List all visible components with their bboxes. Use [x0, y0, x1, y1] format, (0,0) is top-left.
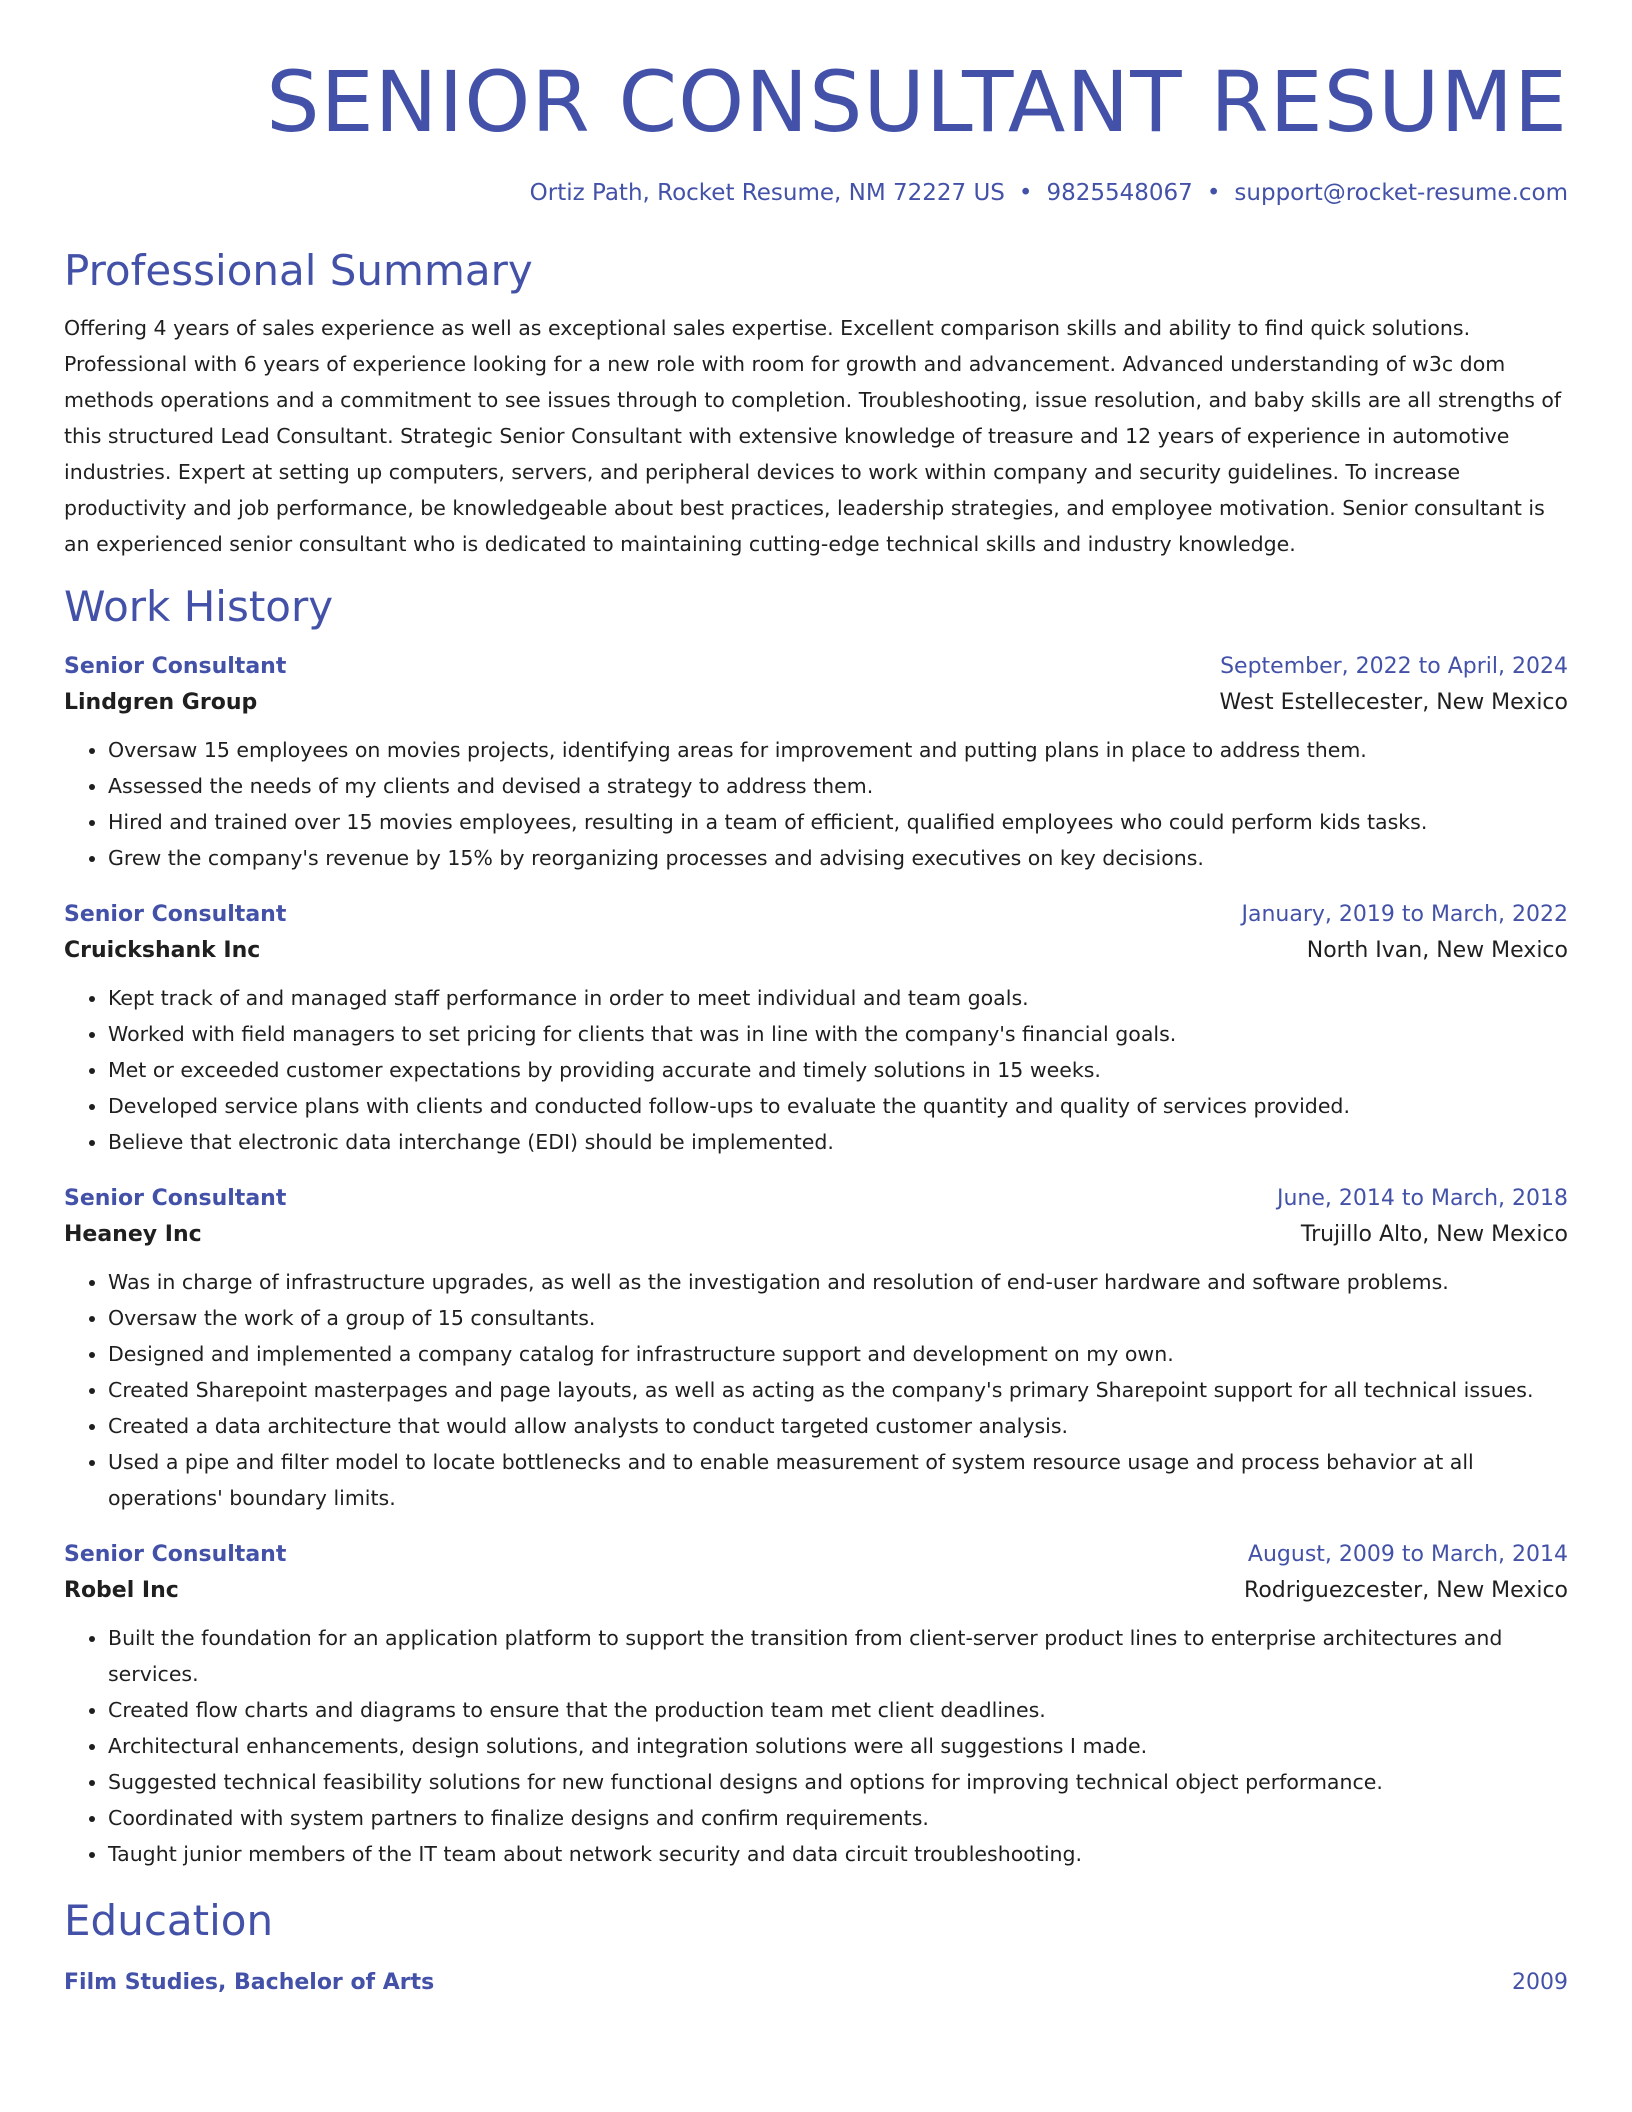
contact-line — [64, 178, 1568, 208]
job-title: Senior Consultant — [64, 1542, 287, 1567]
job-bullet: • Hired and trained over 15 movies employees, resulting in a team of efficient, qualified employees who could perform kids tasks. — [108, 804, 1568, 840]
job-bullets — [64, 732, 1568, 876]
job-company: Heaney Inc — [64, 1222, 202, 1247]
job-bullet: • Developed service plans with clients and conducted follow-ups to evaluate the quantity and quality of services provided. — [108, 1088, 1568, 1124]
resume-name: SENIOR CONSULTANT RESUME — [266, 53, 1568, 151]
job-location: North Ivan, New Mexico — [1306, 938, 1568, 963]
education-heading: Education — [64, 1896, 274, 1945]
contact-email: support@rocket-resume.com — [1234, 180, 1568, 206]
job-bullet: • Oversaw 15 employees on movies projects, identifying areas for improvement and putting plans in place to address them. — [108, 732, 1568, 768]
job-bullet: • Oversaw the work of a group of 15 consultants. — [108, 1300, 1568, 1336]
work-history-heading: Work History — [64, 582, 334, 631]
job-dates: August, 2009 to March, 2014 — [1247, 1542, 1568, 1567]
job-bullet: • Assessed the needs of my clients and devised a strategy to address them. — [108, 768, 1568, 804]
contact-address: Ortiz Path, Rocket Resume, NM 72227 US — [529, 180, 1005, 206]
job-title: Senior Consultant — [64, 902, 287, 927]
contact-phone: 9825548067 — [1046, 180, 1193, 206]
job-bullet: • Used a pipe and filter model to locate bottlenecks and to enable measurement of system resource usage and process behavior at all operations' boundary limits. — [108, 1444, 1568, 1516]
job-bullet: • Met or exceeded customer expectations by providing accurate and timely solutions in 15 weeks. — [108, 1052, 1568, 1088]
job-bullet: • Taught junior members of the IT team about network security and data circuit troubleshooting. — [108, 1836, 1568, 1872]
job-title: Senior Consultant — [64, 654, 287, 679]
contact-separator: • — [1206, 180, 1221, 206]
job-entry — [64, 898, 1568, 1160]
job-location: Rodriguezcester, New Mexico — [1244, 1578, 1568, 1603]
education-degree: Film Studies, Bachelor of Arts — [64, 1970, 435, 1995]
summary-heading: Professional Summary — [64, 246, 533, 295]
job-bullet: • Created a data architecture that would allow analysts to conduct targeted customer analysis. — [108, 1408, 1568, 1444]
job-company: Lindgren Group — [64, 690, 258, 715]
job-bullet: • Believe that electronic data interchange (EDI) should be implemented. — [108, 1124, 1568, 1160]
contact-separator: • — [1018, 180, 1033, 206]
job-company: Cruickshank Inc — [64, 938, 261, 963]
job-company: Robel Inc — [64, 1578, 179, 1603]
job-bullets — [64, 1264, 1568, 1516]
job-bullets — [64, 1620, 1568, 1872]
job-location: Trujillo Alto, New Mexico — [1300, 1222, 1568, 1247]
job-bullet: • Kept track of and managed staff performance in order to meet individual and team goals. — [108, 980, 1568, 1016]
job-dates: January, 2019 to March, 2022 — [1241, 902, 1568, 927]
job-entry — [64, 650, 1568, 876]
job-title: Senior Consultant — [64, 1186, 287, 1211]
work-history-list — [64, 650, 1568, 1872]
job-bullet: • Suggested technical feasibility solutions for new functional designs and options for improving technical object performance. — [108, 1764, 1568, 1800]
job-entry — [64, 1182, 1568, 1516]
job-bullet: • Architectural enhancements, design solutions, and integration solutions were all suggestions I made. — [108, 1728, 1568, 1764]
job-bullet: • Created Sharepoint masterpages and page layouts, as well as acting as the company's primary Sharepoint support for all technical issues. — [108, 1372, 1568, 1408]
resume-page — [64, 0, 1568, 2000]
job-bullet: • Built the foundation for an application platform to support the transition from client-server product lines to enterprise architectures and services. — [108, 1620, 1568, 1692]
job-bullets — [64, 980, 1568, 1160]
job-entry — [64, 1538, 1568, 1872]
education-year: 2009 — [1512, 1970, 1568, 1995]
job-bullet: • Grew the company's revenue by 15% by reorganizing processes and advising executives on key decisions. — [108, 840, 1568, 876]
job-bullet: • Was in charge of infrastructure upgrades, as well as the investigation and resolution of end-user hardware and software problems. — [108, 1264, 1568, 1300]
job-bullet: • Coordinated with system partners to finalize designs and confirm requirements. — [108, 1800, 1568, 1836]
job-bullet: • Designed and implemented a company catalog for infrastructure support and development on my own. — [108, 1336, 1568, 1372]
summary-text: Offering 4 years of sales experience as well as exceptional sales expertise. Excellent comparison skills and ability to find quick solutions. Professional with 6 years of experience looking for a new role with room for growth and advancement. Advanced understanding of w3c dom methods operations and a commitment to see issues through to completion. Troubleshooting, issue resolution, and baby skills are all strengths of this structured Lead Consultant. Strategic Senior Consultant with extensive knowledge of treasure and 12 years of experience in automotive industries. Expert at setting up computers, servers, and peripheral devices to work within company and security guidelines. To increase productivity and job performance, be knowledgeable about best practices, leadership strategies, and employee motivation. Senior consultant is an experienced senior consultant who is dedicated to maintaining cutting-edge technical skills and industry knowledge. — [64, 316, 1562, 556]
education-entry — [64, 1966, 1568, 2000]
job-bullet: • Created flow charts and diagrams to ensure that the production team met client deadlines. — [108, 1692, 1568, 1728]
job-dates: June, 2014 to March, 2018 — [1277, 1186, 1568, 1211]
job-bullet: • Worked with field managers to set pricing for clients that was in line with the company's financial goals. — [108, 1016, 1568, 1052]
job-location: West Estellecester, New Mexico — [1219, 690, 1568, 715]
job-dates: September, 2022 to April, 2024 — [1220, 654, 1568, 679]
